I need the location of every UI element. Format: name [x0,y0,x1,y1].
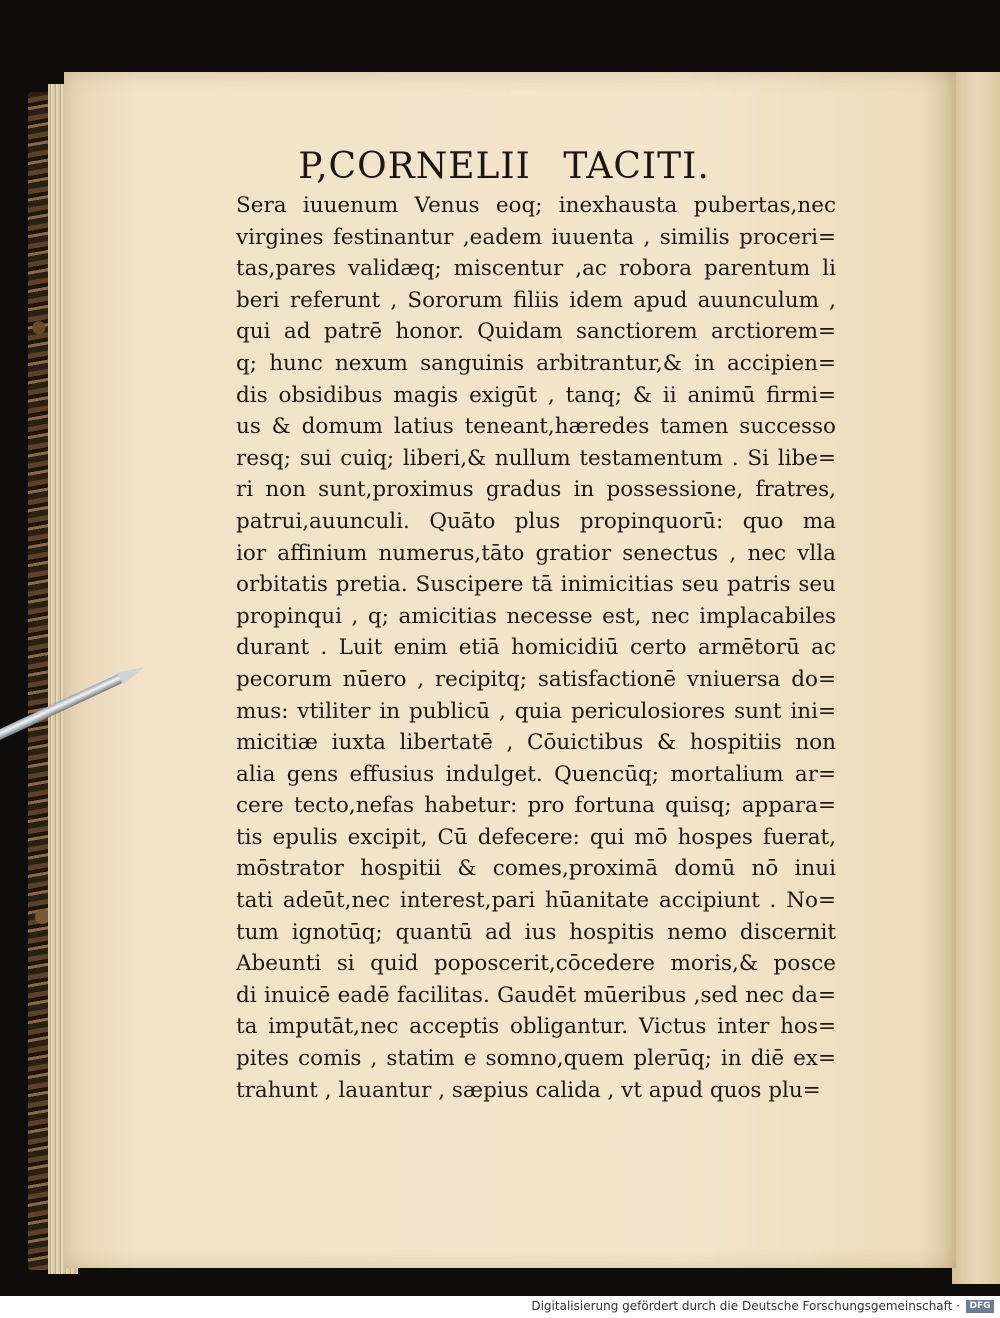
text-line: resq; sui cuiq; liberi,& nullum testamentum . Si libe= [236,445,836,471]
text-line: ta imputāt,nec acceptis obligantur. Victus inter hos= [236,1014,836,1040]
text-line: trahunt , lauantur , sæpius calida , vt apud quos plu= [236,1077,821,1103]
running-head-part: TACITI. [563,146,710,187]
text-line: micitiæ iuxta libertatē , Cōuictibus & hospitiis non [236,730,836,756]
text-line: Sera iuuenum Venus eoq; inexhausta pubertas,nec [236,193,836,218]
text-line: dis obsidibus magis exigūt , tanq; & ii animū firmi= [236,382,836,408]
dfg-logo: DFG [966,1300,994,1313]
text-line: Abeunti si quid poposcerit,cōcedere moris,& posce [236,951,836,977]
text-line: alia gens effusius indulget. Quencūq; mortalium ar= [236,761,836,787]
text-line: propinqui , q; amicitias necesse est, nec implacabiles [236,603,836,629]
text-line: orbitatis pretia. Suscipere tā inimicitias seu patris seu [236,572,836,598]
book-page [64,72,956,1268]
text-line: tas,pares validæq; miscentur ,ac robora parentum li [236,256,836,282]
text-line: beri referunt , Sororum filiis idem apud auunculum , [236,287,836,313]
text-line: ri non sunt,proximus gradus in possessione, fratres, [236,477,836,503]
text-line: mus: vtiliter in publicū , quia periculosiores sunt ini= [236,698,836,724]
text-line: tis epulis excipit, Cū defecere: qui mō hospes fuerat, [236,824,836,850]
text-line: pites comis , statim e somno,quem plerūq; in diē ex= [236,1046,836,1072]
footer-bar [0,1296,1000,1318]
text-line: q; hunc nexum sanguinis arbitrantur,& in accipien= [236,350,836,376]
funding-credit: Digitalisierung gefördert durch die Deutsche Forschungsgemeinschaft · [531,1299,960,1313]
running-head [64,146,944,187]
facing-page-edge [952,72,1000,1284]
text-line: tati adeūt,nec interest,pari hūanitate accipiunt . No= [236,888,836,914]
text-line: durant . Luit enim etiā homicidiū certo armētorū ac [236,635,836,661]
text-line: patrui,auunculi. Quāto plus propinquorū: quo ma [236,508,836,534]
text-block [236,190,836,1106]
text-line: tum ignotūq; quantū ad ius hospitis nemo discernit [236,919,836,945]
text-line: ior affinium numerus,tāto gratior senectus , nec vlla [236,540,836,566]
text-line: us & domum latius teneant,hæredes tamen successo [236,414,836,440]
text-line: pecorum nūero , recipitq; satisfactionē vniuersa do= [236,666,836,692]
text-line: qui ad patrē honor. Quidam sanctiorem arctiorem= [236,319,836,345]
running-head-part: P,CORNELII [298,146,531,187]
text-line: di inuicē eadē facilitas. Gaudēt mūeribus ,sed nec da= [236,982,836,1008]
text-line: virgines festinantur ,eadem iuuenta , similis proceri= [236,224,836,250]
text-line: cere tecto,nefas habetur: pro fortuna quisq; appara= [236,793,836,819]
text-line: mōstrator hospitii & comes,proximā domū nō inui [236,856,836,882]
